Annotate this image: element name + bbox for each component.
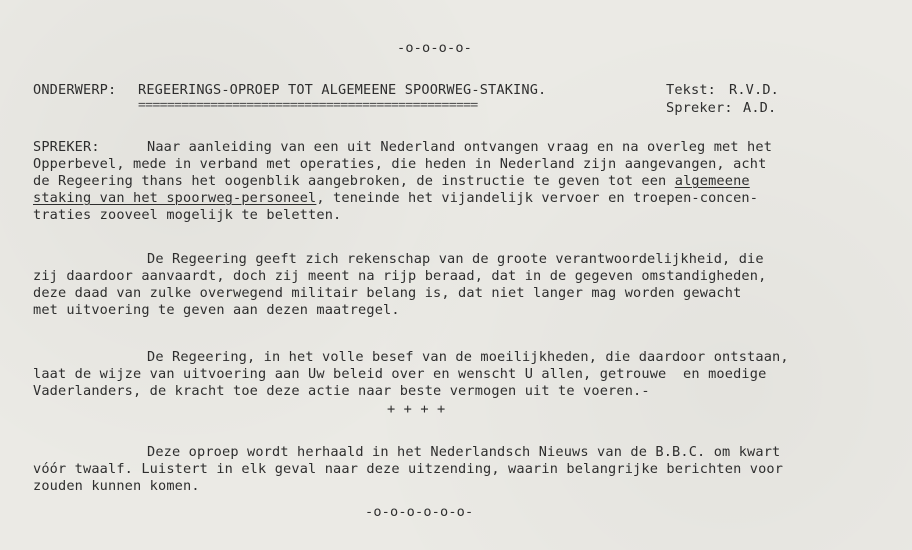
mid-divider: + + + + <box>387 401 446 417</box>
title-double-rule: =============================================== <box>138 98 478 113</box>
paragraph4-line3: zouden kunnen komen. <box>33 478 200 494</box>
paragraph4-line1: Deze oproep wordt herhaald in het Nederlandsch Nieuws van de B.B.C. om kwart <box>147 444 781 460</box>
paragraph1-line3-text: de Regeering thans het oogenblik aangebroken, de instructie te geven tot een <box>33 173 675 189</box>
underlined-phrase-part2: staking van het spoorweg-personeel <box>33 190 317 206</box>
speaker-label: Spreker: <box>666 100 733 116</box>
paragraph2-line4: met uitvoering te geven aan dezen maatregel. <box>33 302 400 318</box>
subject-title: REGEERINGS-OPROEP TOT ALGEMEENE SPOORWEG-STAKING. <box>138 82 547 98</box>
paragraph1-line5: traties zooveel mogelijk te beletten. <box>33 207 342 223</box>
paragraph2-line2: zij daardoor aanvaardt, doch zij meent na rijp beraad, dat in de gegeven omstandigheden, <box>33 268 767 284</box>
bottom-divider: -o-o-o-o-o-o- <box>365 504 474 520</box>
text-label: Tekst: <box>666 82 717 98</box>
paragraph3-line3: Vaderlanders, de kracht toe deze actie naar beste vermogen uit te voeren.- <box>33 383 650 399</box>
paragraph1-line4 <box>33 190 758 206</box>
speaker-heading: SPREKER: <box>33 139 100 155</box>
underlined-phrase-part1: algemeene <box>674 173 750 189</box>
paragraph1-line4-text: , teneinde het vijandelijk vervoer en troepen-concen- <box>316 190 759 206</box>
subject-label: ONDERWERP: <box>33 82 117 98</box>
paragraph1-line1: Naar aanleiding van een uit Nederland ontvangen vraag en na overleg met het <box>147 139 773 155</box>
paragraph1-line2: Opperbevel, mede in verband met operaties, die heden in Nederland zijn aangevangen, acht <box>33 156 767 172</box>
text-value: R.V.D. <box>729 82 780 98</box>
paragraph3-line2: laat de wijze van uitvoering aan Uw beleid over en wenscht U allen, getrouwe en moedige <box>33 366 767 382</box>
paragraph2-line1: De Regeering geeft zich rekenschap van de groote verantwoordelijkheid, die <box>147 251 764 267</box>
paragraph2-line3: deze daad van zulke overwegend militair belang is, dat niet langer mag worden gewacht <box>33 285 742 301</box>
paragraph1-line3 <box>33 173 750 189</box>
top-divider: -o-o-o-o- <box>397 40 473 56</box>
paragraph3-line1: De Regeering, in het volle besef van de moeilijkheden, die daardoor ontstaan, <box>147 349 789 365</box>
paragraph4-line2: vóór twaalf. Luistert in elk geval naar deze uitzending, waarin belangrijke berichten voor <box>33 461 784 477</box>
speaker-value: A.D. <box>743 100 777 116</box>
